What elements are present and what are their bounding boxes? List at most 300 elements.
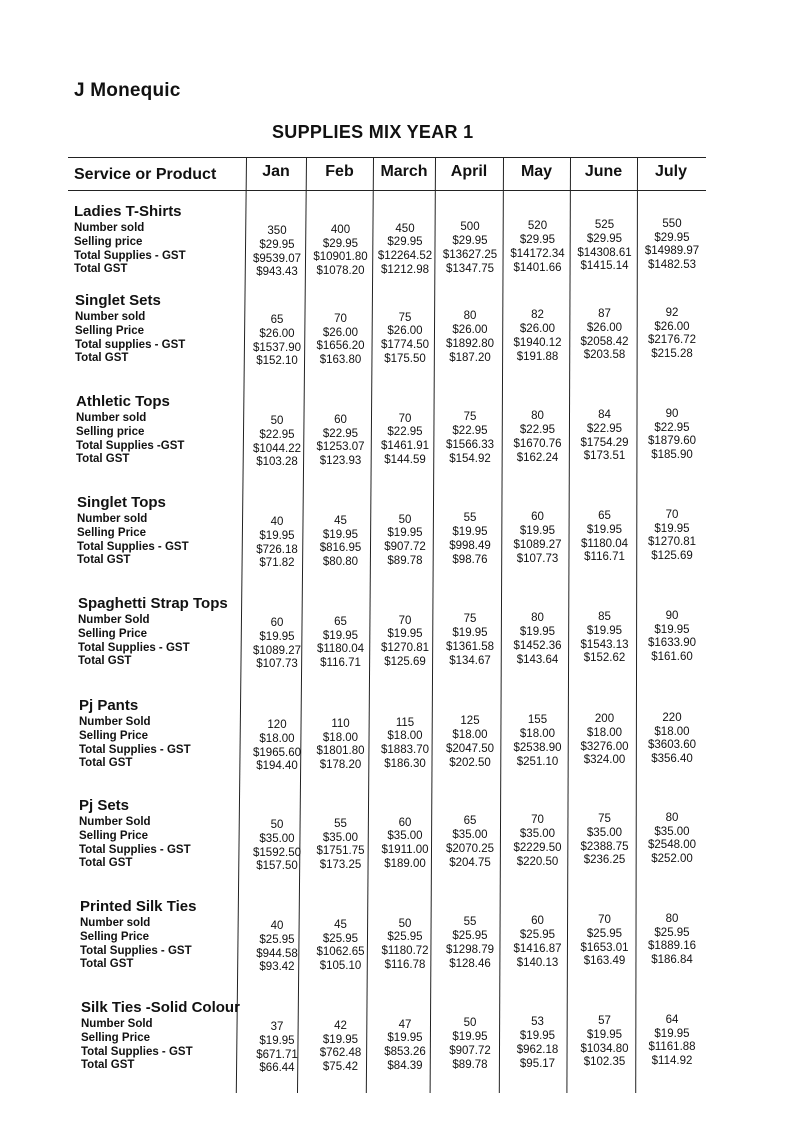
month-header-july: July: [654, 163, 687, 180]
cell-number-sold: 50: [270, 415, 284, 427]
cell-total-supplies: $671.71: [256, 1048, 298, 1061]
cell-selling-price: $29.95: [387, 236, 423, 249]
month-header-jan: Jan: [262, 163, 290, 180]
cell-selling-price: $19.95: [519, 525, 556, 537]
cell-total-gst: $105.10: [319, 960, 362, 973]
cell-selling-price: $29.95: [654, 231, 690, 244]
product-section: [0, 292, 794, 388]
cell-total-supplies: $1774.50: [381, 339, 429, 352]
cell-total-gst: $1078.20: [316, 265, 365, 278]
cell-total-gst: $1401.66: [513, 261, 562, 274]
cell-selling-price: $25.95: [654, 926, 690, 939]
cell-selling-price: $19.95: [387, 527, 423, 540]
cell-total-gst: $204.75: [449, 856, 491, 869]
cell-total-gst: $154.92: [449, 452, 491, 465]
cell-total-gst: $114.92: [651, 1055, 693, 1068]
cell-total-supplies: $1892.80: [446, 338, 494, 350]
cell-total-gst: $102.35: [583, 1056, 626, 1069]
cell-total-gst: $173.51: [583, 450, 626, 463]
cell-total-supplies: $12264.52: [377, 250, 433, 263]
cell-total-supplies: $2058.42: [580, 335, 629, 348]
cell-total-supplies: $853.26: [384, 1046, 426, 1059]
cell-number-sold: 75: [463, 411, 477, 424]
cell-selling-price: $18.00: [654, 725, 690, 738]
cell-total-gst: $107.73: [516, 552, 559, 565]
cell-number-sold: 70: [398, 412, 412, 425]
cell-number-sold: 37: [270, 1021, 284, 1033]
month-header-feb: Feb: [325, 163, 354, 180]
line-label: Number sold: [75, 311, 146, 323]
cell-number-sold: 42: [334, 1019, 347, 1032]
cell-number-sold: 200: [594, 713, 615, 725]
cell-total-gst: $187.20: [449, 351, 491, 364]
cell-number-sold: 350: [267, 225, 287, 237]
cell-number-sold: 70: [531, 814, 544, 827]
cell-selling-price: $25.95: [452, 930, 488, 943]
cell-number-sold: 500: [460, 221, 480, 234]
product-name: Silk Ties -Solid Colour: [81, 999, 240, 1016]
cell-total-supplies: $2070.25: [446, 843, 494, 855]
cell-number-sold: 80: [463, 310, 477, 323]
cell-total-gst: $162.24: [516, 451, 559, 464]
line-label: Number sold: [76, 412, 147, 424]
product-name: Pj Sets: [79, 797, 130, 814]
cell-number-sold: 65: [598, 510, 611, 522]
cell-total-supplies: $1911.00: [381, 844, 429, 857]
cell-total-supplies: $14989.97: [644, 245, 700, 258]
cell-total-gst: $116.71: [584, 551, 625, 564]
cell-selling-price: $29.95: [322, 237, 359, 250]
product-name: Spaghetti Strap Tops: [78, 595, 228, 612]
cell-total-gst: $251.10: [516, 755, 559, 768]
cell-total-supplies: $1801.80: [316, 745, 365, 758]
cell-total-supplies: $2548.00: [648, 839, 696, 852]
line-label: Total supplies - GST: [75, 338, 186, 351]
month-header-may: May: [520, 163, 553, 180]
cell-number-sold: 45: [334, 918, 347, 931]
line-label: Total GST: [77, 554, 131, 567]
cell-selling-price: $19.95: [586, 624, 623, 637]
cell-total-gst: $75.42: [322, 1061, 359, 1074]
cell-total-gst: $220.50: [516, 855, 559, 868]
line-label: Total GST: [80, 958, 134, 971]
cell-selling-price: $25.95: [586, 927, 623, 940]
cell-selling-price: $19.95: [654, 1027, 690, 1040]
cell-number-sold: 40: [270, 516, 284, 528]
cell-number-sold: 82: [531, 309, 544, 322]
product-name: Singlet Sets: [75, 292, 161, 309]
line-label: Number Sold: [79, 816, 151, 828]
cell-number-sold: 65: [270, 314, 284, 326]
cell-selling-price: $19.95: [519, 1030, 556, 1042]
line-label: Total Supplies - GST: [77, 540, 189, 553]
cell-selling-price: $25.95: [519, 929, 556, 941]
cell-total-supplies: $1543.13: [580, 638, 629, 651]
cell-total-gst: $194.40: [256, 760, 298, 773]
line-label: Number sold: [80, 917, 151, 929]
month-header-march: March: [380, 163, 428, 180]
cell-selling-price: $25.95: [322, 932, 359, 945]
cell-selling-price: $22.95: [387, 426, 423, 439]
cell-total-supplies: $816.95: [319, 542, 362, 555]
cell-total-supplies: $1592.50: [253, 846, 301, 859]
cell-total-supplies: $2388.75: [580, 840, 629, 853]
cell-total-gst: $157.50: [256, 860, 298, 873]
cell-total-supplies: $1656.20: [316, 340, 365, 353]
cell-total-supplies: $998.49: [449, 540, 491, 552]
cell-total-gst: $66.44: [259, 1062, 295, 1075]
cell-selling-price: $35.00: [586, 826, 623, 839]
cell-total-gst: $186.30: [384, 758, 426, 770]
cell-total-supplies: $1670.76: [513, 437, 562, 450]
cell-number-sold: 50: [270, 819, 284, 831]
cell-selling-price: $19.95: [654, 623, 690, 636]
cell-total-supplies: $1653.01: [580, 941, 629, 954]
cell-total-gst: $103.28: [256, 456, 298, 469]
cell-number-sold: 120: [267, 719, 287, 731]
line-label: Number sold: [77, 513, 148, 525]
cell-selling-price: $29.95: [586, 232, 623, 245]
cell-number-sold: 65: [334, 615, 347, 628]
cell-total-supplies: $962.18: [516, 1043, 559, 1056]
cell-selling-price: $22.95: [654, 421, 690, 434]
cell-selling-price: $19.95: [322, 629, 359, 642]
line-label: Total GST: [81, 1059, 135, 1072]
cell-total-gst: $203.58: [583, 349, 626, 362]
cell-total-gst: $202.50: [449, 756, 491, 769]
cell-total-supplies: $1298.79: [446, 944, 494, 956]
cell-number-sold: 520: [527, 220, 548, 233]
cell-total-supplies: $1180.04: [580, 537, 629, 550]
product-name: Athletic Tops: [76, 393, 170, 410]
cell-total-gst: $215.28: [651, 348, 693, 361]
cell-number-sold: 45: [334, 514, 347, 527]
cell-total-gst: $191.88: [516, 350, 559, 363]
cell-selling-price: $29.95: [452, 235, 488, 248]
product-section: [0, 595, 794, 691]
cell-selling-price: $19.95: [259, 529, 295, 542]
cell-total-gst: $175.50: [384, 353, 426, 365]
line-label: Total Supplies - GST: [80, 944, 192, 957]
cell-number-sold: 70: [334, 312, 347, 325]
cell-total-supplies: $2229.50: [513, 841, 562, 854]
cell-selling-price: $19.95: [586, 523, 623, 536]
cell-total-gst: $71.82: [259, 557, 295, 570]
cell-total-gst: $89.78: [452, 1058, 488, 1071]
line-label: Total GST: [74, 263, 128, 276]
cell-total-gst: $140.13: [516, 956, 559, 969]
cell-selling-price: $35.00: [259, 832, 295, 845]
line-label: Number Sold: [81, 1018, 153, 1030]
cell-total-gst: $123.93: [319, 455, 362, 468]
cell-number-sold: 92: [665, 306, 679, 319]
cell-total-gst: $116.71: [320, 657, 361, 670]
cell-total-gst: $125.69: [651, 550, 693, 563]
cell-number-sold: 60: [270, 617, 284, 629]
cell-number-sold: 55: [463, 512, 477, 525]
cell-total-supplies: $1883.70: [381, 744, 429, 757]
month-header-june: June: [584, 163, 623, 180]
product-section: [0, 697, 794, 793]
cell-selling-price: $29.95: [259, 238, 295, 251]
line-label: Total Supplies - GST: [79, 743, 191, 756]
cell-selling-price: $19.95: [654, 522, 690, 535]
cell-number-sold: 50: [398, 513, 412, 526]
cell-total-supplies: $1416.87: [513, 942, 562, 955]
cell-number-sold: 70: [598, 914, 611, 926]
product-name: Ladies T-Shirts: [74, 203, 182, 220]
line-label: Selling Price: [77, 526, 147, 539]
cell-number-sold: 550: [662, 217, 682, 230]
cell-total-gst: $324.00: [583, 754, 626, 767]
cell-total-gst: $89.78: [387, 555, 423, 567]
cell-selling-price: $19.95: [387, 628, 423, 641]
cell-number-sold: 80: [665, 912, 679, 925]
cell-total-gst: $84.39: [387, 1060, 423, 1072]
line-label: Total Supplies - GST: [74, 249, 186, 262]
cell-total-supplies: $1270.81: [381, 642, 429, 655]
cell-number-sold: 40: [270, 920, 284, 932]
cell-number-sold: 47: [398, 1018, 412, 1031]
cell-total-gst: $1212.98: [381, 264, 429, 276]
line-label: Total GST: [79, 757, 133, 770]
month-header-april: April: [450, 163, 488, 180]
cell-selling-price: $26.00: [519, 323, 556, 335]
cell-total-supplies: $1270.81: [648, 536, 696, 549]
cell-number-sold: 57: [598, 1015, 611, 1027]
line-label: Total GST: [75, 352, 129, 365]
cell-selling-price: $18.00: [322, 731, 359, 744]
cell-number-sold: 155: [527, 714, 548, 727]
cell-total-gst: $185.90: [651, 449, 693, 462]
cell-total-supplies: $1044.22: [253, 442, 301, 455]
cell-total-supplies: $1089.27: [513, 538, 562, 551]
cell-selling-price: $26.00: [452, 324, 488, 337]
cell-total-gst: $128.46: [449, 957, 491, 970]
cell-total-gst: $1482.53: [648, 259, 696, 272]
cell-selling-price: $25.95: [259, 933, 295, 946]
cell-selling-price: $19.95: [519, 626, 556, 638]
product-section: [0, 494, 794, 590]
product-section: [0, 797, 794, 893]
cell-selling-price: $18.00: [452, 729, 488, 742]
cell-selling-price: $22.95: [322, 427, 359, 440]
line-label: Total GST: [78, 655, 132, 668]
line-label: Selling Price: [79, 829, 149, 842]
cell-selling-price: $26.00: [322, 326, 359, 339]
product-name: Pj Pants: [79, 697, 139, 714]
cell-number-sold: 80: [531, 612, 544, 625]
cell-total-supplies: $1180.72: [381, 945, 429, 958]
cell-number-sold: 87: [598, 308, 611, 320]
cell-total-supplies: $9539.07: [253, 252, 301, 265]
cell-number-sold: 90: [665, 609, 679, 622]
line-label: Total Supplies -GST: [76, 439, 185, 452]
cell-number-sold: 125: [460, 715, 480, 728]
cell-selling-price: $19.95: [259, 1034, 295, 1047]
line-label: Total GST: [76, 453, 130, 466]
cell-total-gst: $152.10: [256, 355, 298, 368]
cell-total-supplies: $1889.16: [648, 940, 696, 953]
cell-selling-price: $18.00: [387, 730, 423, 743]
line-label: Total Supplies - GST: [78, 641, 190, 654]
line-label: Selling Price: [78, 627, 148, 640]
cell-total-gst: $178.20: [319, 759, 362, 772]
cell-total-supplies: $1089.27: [253, 644, 301, 657]
cell-total-gst: $144.59: [384, 454, 426, 466]
cell-number-sold: 55: [463, 916, 477, 929]
cell-total-supplies: $1754.29: [580, 436, 629, 449]
cell-number-sold: 80: [665, 811, 679, 824]
line-label: Selling price: [76, 425, 145, 438]
cell-total-supplies: $3276.00: [580, 740, 629, 753]
cell-selling-price: $19.95: [586, 1028, 623, 1041]
cell-selling-price: $19.95: [322, 1033, 359, 1046]
cell-number-sold: 450: [395, 222, 415, 235]
line-label: Number Sold: [79, 716, 151, 728]
cell-total-supplies: $13627.25: [442, 249, 498, 261]
cell-total-supplies: $1361.58: [446, 641, 494, 653]
cell-selling-price: $35.00: [387, 830, 423, 843]
cell-total-gst: $107.73: [256, 658, 298, 671]
cell-number-sold: 220: [662, 711, 682, 724]
cell-total-supplies: $10901.80: [313, 251, 368, 264]
cell-selling-price: $18.00: [586, 726, 623, 739]
cell-total-supplies: $1566.33: [446, 439, 494, 451]
cell-total-gst: $152.62: [583, 652, 626, 665]
cell-total-gst: $93.42: [259, 961, 295, 974]
cell-total-gst: $143.64: [516, 653, 559, 666]
cell-total-supplies: $1161.88: [648, 1041, 696, 1054]
cell-number-sold: 64: [665, 1013, 679, 1026]
cell-selling-price: $19.95: [452, 1031, 488, 1044]
cell-number-sold: 55: [334, 817, 347, 830]
cell-total-supplies: $907.72: [449, 1045, 491, 1057]
document-title: SUPPLIES MIX YEAR 1: [272, 122, 474, 142]
product-section: [0, 898, 794, 994]
cell-total-supplies: $1633.90: [648, 637, 696, 650]
line-label: Selling Price: [79, 729, 149, 742]
cell-number-sold: 70: [398, 614, 412, 627]
cell-total-gst: $98.76: [452, 553, 488, 566]
cell-total-supplies: $1180.04: [316, 643, 365, 656]
row-header-label: Service or Product: [74, 166, 217, 183]
cell-total-supplies: $14172.34: [510, 247, 565, 260]
cell-number-sold: 70: [665, 508, 679, 521]
table-top-rule: [68, 157, 706, 158]
line-label: Total Supplies - GST: [79, 843, 191, 856]
cell-selling-price: $22.95: [452, 425, 488, 438]
line-label: Selling Price: [81, 1031, 151, 1044]
cell-selling-price: $22.95: [259, 428, 295, 441]
cell-selling-price: $19.95: [322, 528, 359, 541]
cell-total-supplies: $762.48: [319, 1047, 362, 1060]
cell-selling-price: $35.00: [519, 828, 556, 840]
cell-number-sold: 400: [330, 223, 351, 236]
cell-number-sold: 525: [594, 219, 615, 231]
cell-total-gst: $163.80: [319, 354, 362, 367]
cell-total-supplies: $1751.75: [316, 845, 365, 858]
cell-number-sold: 84: [598, 409, 611, 421]
cell-total-supplies: $2047.50: [446, 743, 494, 755]
cell-selling-price: $26.00: [654, 320, 690, 333]
cell-number-sold: 110: [331, 717, 350, 730]
cell-selling-price: $22.95: [586, 422, 623, 435]
cell-total-gst: $134.67: [449, 654, 491, 667]
cell-total-gst: $161.60: [651, 651, 693, 664]
cell-selling-price: $19.95: [452, 526, 488, 539]
cell-number-sold: 75: [598, 813, 611, 825]
product-name: Singlet Tops: [77, 494, 166, 511]
cell-total-supplies: $1062.65: [316, 946, 365, 959]
cell-number-sold: 60: [531, 915, 544, 928]
cell-number-sold: 60: [334, 413, 347, 426]
line-label: Selling Price: [75, 324, 145, 337]
cell-total-supplies: $1461.91: [381, 440, 429, 453]
cell-total-supplies: $3603.60: [648, 739, 696, 752]
cell-selling-price: $35.00: [654, 825, 690, 838]
cell-total-supplies: $1452.36: [513, 639, 562, 652]
cell-total-gst: $95.17: [519, 1057, 556, 1070]
cell-selling-price: $29.95: [519, 234, 556, 246]
cell-selling-price: $18.00: [259, 732, 295, 745]
cell-total-gst: $186.84: [651, 954, 693, 967]
table-header-rule: [68, 190, 706, 191]
cell-selling-price: $35.00: [452, 829, 488, 842]
line-label: Number Sold: [78, 614, 150, 626]
cell-selling-price: $19.95: [452, 627, 488, 640]
author-name: J Monequic: [74, 80, 181, 101]
cell-total-gst: $252.00: [651, 853, 693, 866]
product-section: [0, 393, 794, 489]
cell-selling-price: $26.00: [259, 327, 295, 340]
cell-total-supplies: $1879.60: [648, 435, 696, 448]
cell-total-gst: $80.80: [322, 556, 359, 569]
line-label: Selling price: [74, 235, 143, 248]
cell-total-supplies: $1253.07: [316, 441, 365, 454]
cell-total-gst: $125.69: [384, 656, 426, 668]
cell-total-gst: $116.78: [384, 959, 426, 971]
cell-selling-price: $18.00: [519, 728, 556, 740]
cell-selling-price: $19.95: [259, 630, 295, 643]
cell-number-sold: 85: [598, 611, 611, 623]
cell-total-supplies: $726.18: [256, 543, 298, 556]
line-label: Total Supplies - GST: [81, 1045, 193, 1058]
cell-total-supplies: $14308.61: [577, 246, 632, 259]
cell-number-sold: 75: [463, 613, 477, 626]
cell-total-supplies: $2538.90: [513, 741, 562, 754]
line-label: Total GST: [79, 857, 133, 870]
cell-number-sold: 80: [531, 410, 544, 423]
cell-total-supplies: $1965.60: [253, 746, 301, 759]
line-label: Number sold: [74, 222, 145, 234]
cell-selling-price: $22.95: [519, 424, 556, 436]
cell-total-gst: $189.00: [384, 858, 426, 870]
cell-number-sold: 65: [463, 815, 477, 828]
cell-selling-price: $26.00: [387, 325, 423, 338]
cell-total-supplies: $944.58: [256, 947, 298, 960]
cell-number-sold: 115: [395, 716, 415, 729]
cell-total-gst: $943.43: [256, 266, 298, 279]
product-name: Printed Silk Ties: [80, 898, 197, 915]
cell-number-sold: 75: [398, 311, 412, 324]
cell-number-sold: 50: [398, 917, 412, 930]
cell-number-sold: 60: [531, 511, 544, 524]
cell-total-gst: $163.49: [583, 955, 626, 968]
cell-total-supplies: $1940.12: [513, 336, 562, 349]
cell-total-supplies: $907.72: [384, 541, 426, 554]
cell-number-sold: 60: [398, 816, 412, 829]
